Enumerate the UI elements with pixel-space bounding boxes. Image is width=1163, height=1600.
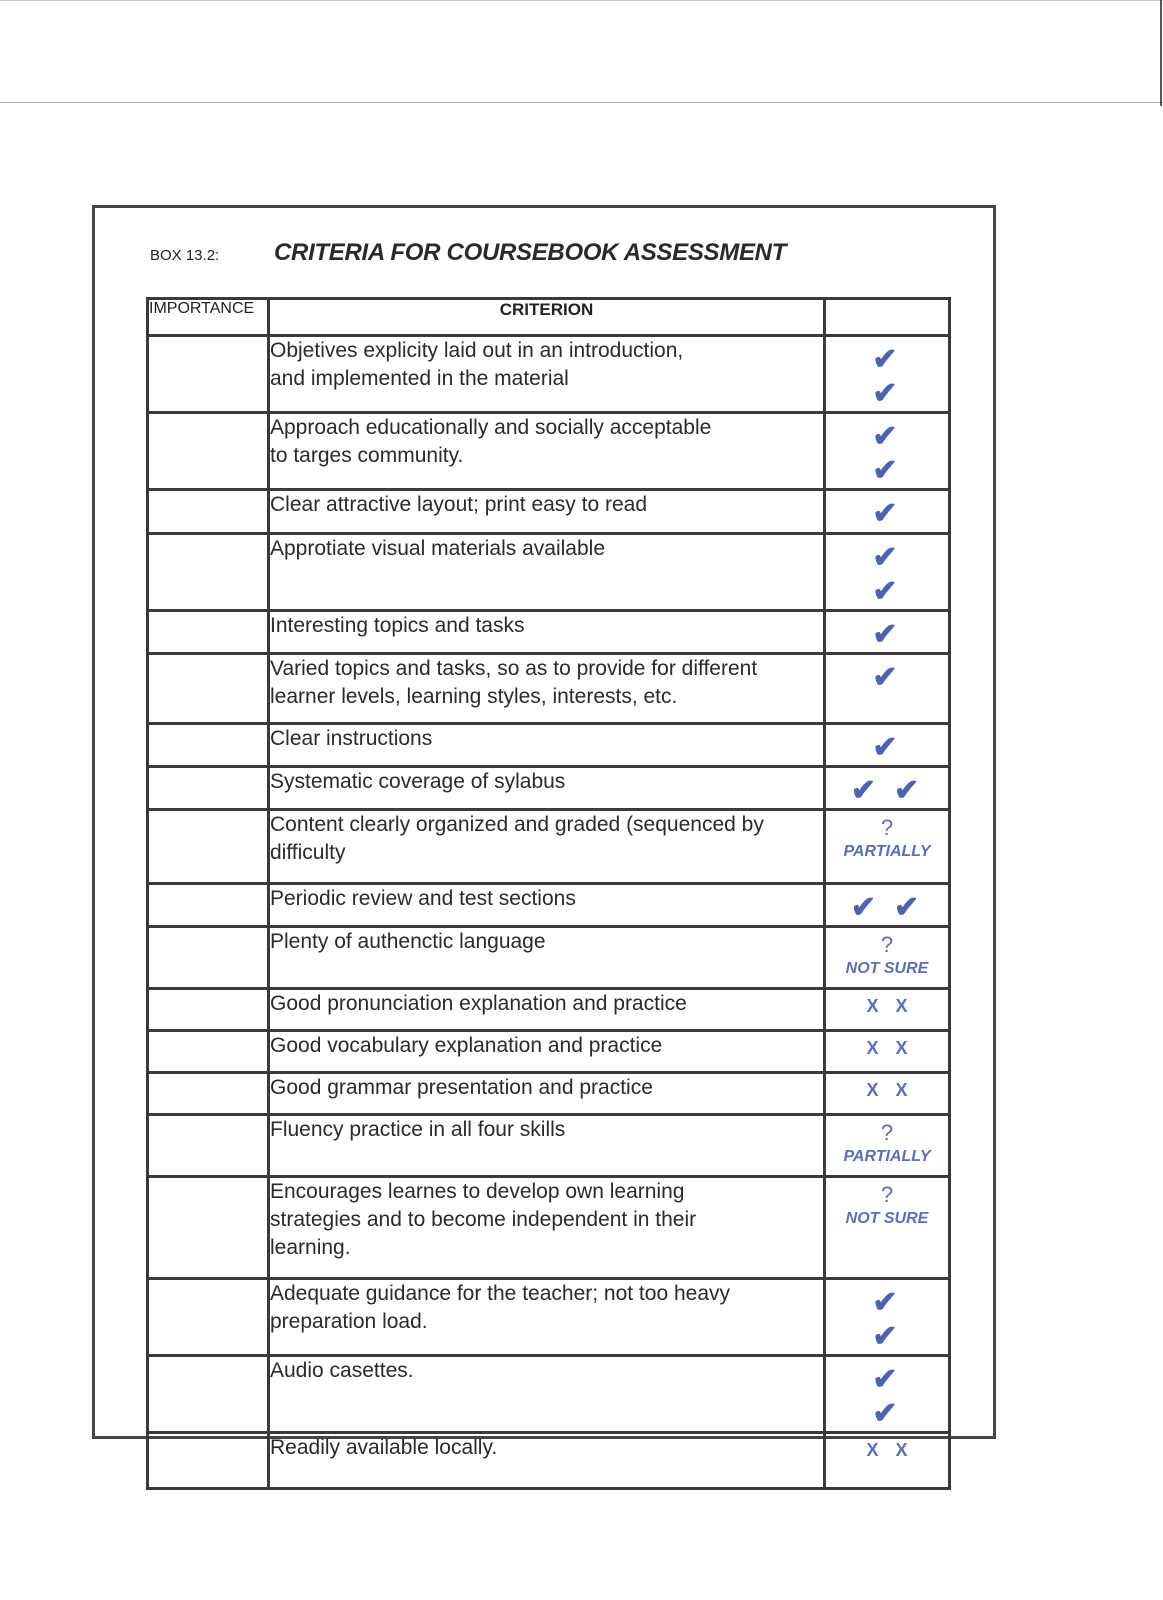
criterion-text: Clear attractive layout; print easy to read xyxy=(270,493,648,516)
criterion-text: Interesting topics and tasks xyxy=(270,614,525,637)
importance-cell xyxy=(148,989,269,1031)
table-row xyxy=(148,1115,950,1177)
check-marks-icon: ✔ ✔ xyxy=(872,541,916,608)
table-row xyxy=(148,724,950,767)
importance-cell xyxy=(148,1177,269,1279)
table-row xyxy=(148,1177,950,1279)
criterion-text: Readily available locally. xyxy=(270,1436,498,1459)
criterion-cell xyxy=(269,611,825,654)
question-mark: ? xyxy=(880,815,894,840)
importance-cell xyxy=(148,1115,269,1177)
criterion-cell xyxy=(269,927,825,989)
evaluation-cell xyxy=(825,989,950,1031)
check-marks-icon: ✔ ✔ xyxy=(872,1286,916,1353)
criterion-text: Adequate guidance for the teacher; not too heavy xyxy=(270,1282,731,1305)
criterion-cell xyxy=(269,1433,825,1489)
criterion-cell xyxy=(269,1177,825,1279)
cross-marks: X X xyxy=(866,1038,908,1058)
evaluation-cell xyxy=(825,654,950,724)
check-marks-icon: ✔ ✔ xyxy=(872,420,916,487)
cross-marks: X X xyxy=(866,1080,908,1100)
scan-fold-line xyxy=(0,102,1163,103)
evaluation-cell xyxy=(825,1115,950,1177)
evaluation-cell xyxy=(825,1433,950,1489)
importance-cell xyxy=(148,534,269,611)
evaluation-note: NOT SURE xyxy=(845,1210,929,1227)
importance-cell xyxy=(148,927,269,989)
criterion-text: learner levels, learning styles, interests, etc. xyxy=(270,685,678,708)
table-header-row xyxy=(148,299,950,336)
criterion-cell xyxy=(269,989,825,1031)
importance-cell xyxy=(148,1279,269,1356)
criterion-cell xyxy=(269,724,825,767)
criterion-text: strategies and to become independent in their xyxy=(270,1208,697,1231)
criterion-text: Good grammar presentation and practice xyxy=(270,1076,653,1099)
importance-cell xyxy=(148,336,269,413)
cross-marks: X X xyxy=(866,1440,908,1460)
evaluation-note: NOT SURE xyxy=(845,960,929,977)
box-title: CRITERIA FOR COURSEBOOK ASSESSMENT xyxy=(274,239,787,266)
evaluation-cell xyxy=(825,884,950,927)
importance-cell xyxy=(148,611,269,654)
evaluation-cell xyxy=(825,1177,950,1279)
criterion-cell xyxy=(269,1073,825,1115)
table-row xyxy=(148,810,950,884)
table-row xyxy=(148,989,950,1031)
check-marks-icon: ✔ ✔ xyxy=(872,343,916,410)
table-row xyxy=(148,927,950,989)
question-mark: ? xyxy=(880,1182,894,1207)
importance-cell xyxy=(148,1433,269,1489)
criterion-text: Objetives explicity laid out in an introduction, xyxy=(270,339,684,362)
evaluation-cell xyxy=(825,927,950,989)
box-label: BOX 13.2: xyxy=(150,247,220,264)
criterion-text: Encourages learnes to develop own learning xyxy=(270,1180,685,1203)
table-row xyxy=(148,534,950,611)
criterion-text: Fluency practice in all four skills xyxy=(270,1118,566,1141)
evaluation-cell xyxy=(825,611,950,654)
header-criterion: CRITERION xyxy=(269,299,825,336)
criterion-text: Good pronunciation explanation and practice xyxy=(270,992,687,1015)
importance-cell xyxy=(148,724,269,767)
criterion-text: difficulty xyxy=(270,841,346,864)
evaluation-cell xyxy=(825,767,950,810)
evaluation-cell xyxy=(825,724,950,767)
criterion-cell xyxy=(269,1031,825,1073)
check-marks-icon: ✔✔ xyxy=(850,891,938,924)
criterion-text: Approach educationally and socially acceptable xyxy=(270,416,712,439)
table-row xyxy=(148,336,950,413)
importance-cell xyxy=(148,1031,269,1073)
header-evaluation xyxy=(825,299,950,336)
criterion-cell xyxy=(269,884,825,927)
evaluation-cell xyxy=(825,490,950,534)
criterion-text: Plenty of authenctic language xyxy=(270,930,546,953)
table-row xyxy=(148,1433,950,1489)
check-marks-icon: ✔ ✔ xyxy=(872,1363,916,1430)
table-row xyxy=(148,1031,950,1073)
criterion-text: preparation load. xyxy=(270,1310,428,1333)
importance-cell xyxy=(148,767,269,810)
table-row xyxy=(148,413,950,490)
evaluation-cell xyxy=(825,1356,950,1433)
check-marks-icon: ✔ xyxy=(872,618,916,651)
criterion-cell xyxy=(269,1115,825,1177)
question-mark: ? xyxy=(880,1120,894,1145)
criterion-cell xyxy=(269,413,825,490)
criterion-cell xyxy=(269,1279,825,1356)
question-mark: ? xyxy=(880,932,894,957)
importance-cell xyxy=(148,1073,269,1115)
criterion-text: Audio casettes. xyxy=(270,1359,414,1382)
criterion-text: to targes community. xyxy=(270,444,464,467)
scan-edge-right xyxy=(1160,0,1162,106)
table-row xyxy=(148,1356,950,1433)
table-row xyxy=(148,1073,950,1115)
criterion-text: Systematic coverage of sylabus xyxy=(270,770,566,793)
cross-marks: X X xyxy=(866,996,908,1016)
criterion-cell xyxy=(269,810,825,884)
check-marks-icon: ✔✔ xyxy=(850,774,938,807)
criterion-cell xyxy=(269,654,825,724)
check-marks-icon: ✔ xyxy=(872,661,916,694)
table-row xyxy=(148,884,950,927)
importance-cell xyxy=(148,1356,269,1433)
check-marks-icon: ✔ xyxy=(872,497,916,530)
evaluation-cell xyxy=(825,810,950,884)
check-marks-icon: ✔ xyxy=(872,731,916,764)
criterion-text: Good vocabulary explanation and practice xyxy=(270,1034,663,1057)
table-row xyxy=(148,654,950,724)
table-row xyxy=(148,611,950,654)
scan-edge-top xyxy=(0,0,1163,1)
criterion-cell xyxy=(269,767,825,810)
criterion-text: Varied topics and tasks, so as to provide for different xyxy=(270,657,758,680)
criterion-cell xyxy=(269,336,825,413)
evaluation-note: PARTIALLY xyxy=(843,1148,931,1165)
criterion-text: and implemented in the material xyxy=(270,367,569,390)
evaluation-cell xyxy=(825,534,950,611)
evaluation-cell xyxy=(825,1073,950,1115)
criterion-text: Clear instructions xyxy=(270,727,433,750)
table-row xyxy=(148,1279,950,1356)
importance-cell xyxy=(148,810,269,884)
importance-cell xyxy=(148,884,269,927)
criterion-text: Content clearly organized and graded (sequenced by xyxy=(270,813,764,836)
evaluation-cell xyxy=(825,336,950,413)
criterion-cell xyxy=(269,534,825,611)
evaluation-cell xyxy=(825,413,950,490)
evaluation-note: PARTIALLY xyxy=(843,843,931,860)
table-row xyxy=(148,490,950,534)
evaluation-cell xyxy=(825,1031,950,1073)
criterion-cell xyxy=(269,1356,825,1433)
criterion-text: learning. xyxy=(270,1236,351,1259)
criteria-table xyxy=(146,297,951,1490)
table-row xyxy=(148,767,950,810)
criterion-text: Periodic review and test sections xyxy=(270,887,576,910)
criterion-text: Approtiate visual materials available xyxy=(270,537,606,560)
importance-cell xyxy=(148,654,269,724)
importance-cell xyxy=(148,490,269,534)
importance-cell xyxy=(148,413,269,490)
criterion-cell xyxy=(269,490,825,534)
header-importance: IMPORTANCE xyxy=(148,299,269,336)
evaluation-cell xyxy=(825,1279,950,1356)
